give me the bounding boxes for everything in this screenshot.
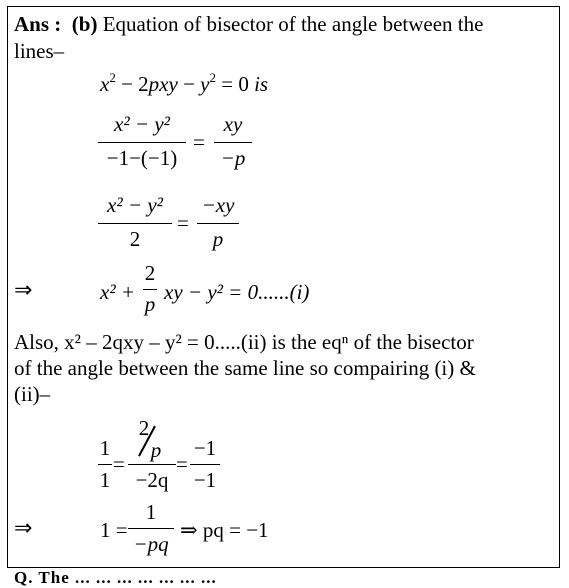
eq1-equals0: = 0 [221,72,249,96]
ans-option: (b) [71,12,98,36]
frac4-b-den: −2q [135,468,169,492]
para-line-1: Also, x² – 2qxy – y² = 0.....(ii) is the eqⁿ of the bisector [14,330,474,354]
frac2-right-num: −xy [201,193,235,217]
eq5-frac-den: −pq [133,532,169,556]
frac4-c [190,436,220,494]
frac1-right-num: xy [223,112,243,136]
intro-line-2: lines– [14,39,65,63]
frac2-right-bar [197,223,239,224]
eq5-lead: 1 = [100,518,128,542]
implies-arrow-2: ⇒ [14,516,33,541]
frac4-c-num: −1 [193,436,217,460]
intro-line-1 [14,12,483,36]
frac2-right-den: p [212,227,224,251]
eq3-frac-bar [143,289,157,290]
implies-arrow-1: ⇒ [14,278,33,303]
frac4-a [98,436,112,494]
frac4-b [128,416,176,494]
frac1-equals: = [193,130,205,154]
frac1-left-den: −1−(−1) [106,146,178,170]
frac1-right-den: −p [220,146,246,170]
frac2-left-bar [98,223,172,224]
footer-partial-text: Q. The ... ... ... ... ... ... ... [14,568,217,587]
eq3-frac [143,261,157,323]
eq5-frac-num: 1 [145,500,157,524]
eq1-pxy: pxy [148,72,178,96]
frac4-eq2: = [176,452,188,476]
eq3-frac-num: 2 [144,261,156,285]
frac1-left-bar [98,142,186,143]
frac2-left-den: 2 [129,227,141,251]
para-line-2: of the angle between the same line so compairing (i) & [14,356,476,380]
eq1-minus: − [183,72,195,96]
frac1-left-num: x² − y² [114,112,170,136]
frac2-equals: = [177,211,189,235]
frac4-a-num: 1 [99,436,111,460]
eq5-frac [128,500,174,562]
frac4-a-den: 1 [99,468,111,492]
frac4-b-num-bot: p [150,438,162,462]
eq1-x: x [100,72,110,96]
frac2-right [197,193,239,255]
eq1-y: y [200,72,210,96]
frac1-left [98,112,186,174]
eq5-frac-bar [128,528,174,529]
intro-text: Equation of bisector of the angle between the [102,12,484,36]
eq3-lead: x² + [100,280,136,304]
cut-off-footer [0,568,569,587]
frac1-right [214,112,252,174]
eq1-exp-y: 2 [209,70,216,85]
ans-label: Ans : [14,12,62,36]
frac4-b-num-top: 2 [138,416,150,440]
frac4-eq1: = [113,452,125,476]
eq1-minus2: − 2 [121,72,149,96]
eq5-tail: ⇒ pq = −1 [180,518,269,542]
frac4-c-den: −1 [193,468,217,492]
frac4-a-bar [98,464,112,465]
eq1-is: is [254,72,269,96]
eq1-exp: 2 [109,70,116,85]
frac4-c-bar [190,464,220,465]
frac2-left-num: x² − y² [107,193,163,217]
frac2-left [98,193,172,255]
equation-1 [100,72,268,99]
eq3-tail: xy − y² = 0......(i) [164,280,310,304]
frac1-right-bar [214,142,252,143]
frac4-b-bar [128,464,176,465]
para-line-3: (ii)– [14,382,51,406]
eq3-frac-den: p [144,292,156,316]
